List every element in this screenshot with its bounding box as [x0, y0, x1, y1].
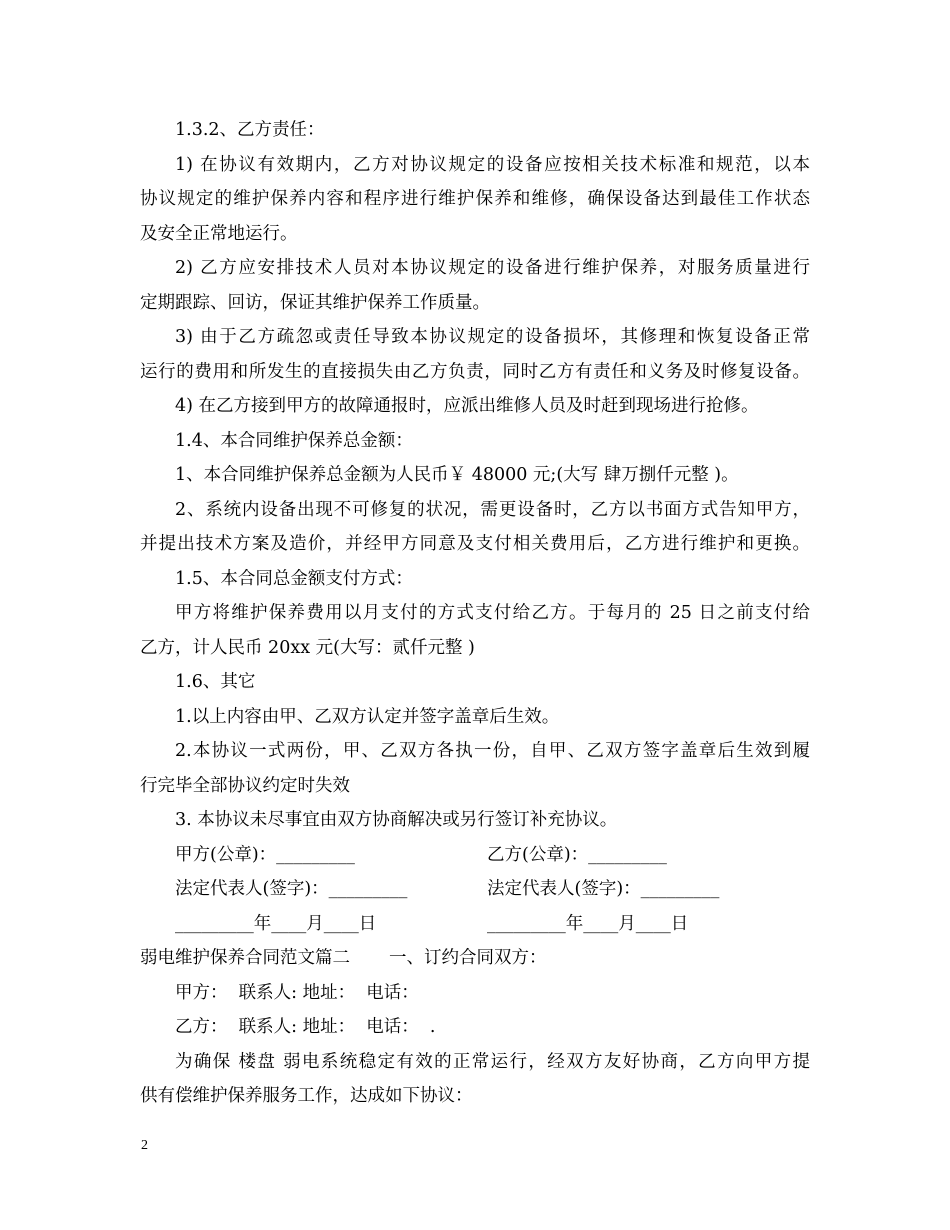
signature-date-row [140, 907, 810, 942]
paragraph-line: 3. 本协议未尽事宜由双方协商解决或另行签订补充协议。 [175, 810, 618, 830]
section-heading: 1.6、其它 [175, 672, 256, 692]
party-b-date-field: _________年____月____日 [487, 913, 689, 934]
signature-seal-row [140, 838, 810, 873]
section-heading: 1.5、本合同总金额支付方式： [175, 568, 413, 589]
paragraph-line: 定期跟踪、回访，保证其维护保养工作质量。 [140, 292, 490, 313]
paragraph-line: 4) 在乙方接到甲方的故障通报时，应派出维修人员及时赶到现场进行抢修。 [175, 396, 759, 416]
paragraph-line: 及安全正常地运行。 [140, 223, 298, 244]
paragraph-line: 为确保 楼盘 弱电系统稳定有效的正常运行，经双方友好协商，乙方向甲方提 [175, 1051, 810, 1072]
paragraph-line: 2) 乙方应安排技术人员对本协议规定的设备进行维护保养，对服务质量进行 [175, 258, 810, 278]
party-a-seal-field: 甲方(公章)：_________ [175, 844, 355, 865]
party-b-rep-field: 法定代表人(签字)：_________ [487, 879, 720, 899]
party-b-seal-field: 乙方(公章)：_________ [487, 844, 667, 865]
signature-rep-row [140, 872, 810, 907]
paragraph-line: 乙方，计人民币 20xx 元(大写：贰仟元整 ) [140, 637, 475, 658]
party-a-contact-line: 甲方： 联系人: 地址： 电话： [175, 982, 419, 1003]
paragraph-line: 供有偿维护保养服务工作，达成如下协议： [140, 1086, 473, 1106]
paragraph-line: 2.本协议一式两份，甲、乙双方各执一份，自甲、乙双方签字盖章后生效到履 [175, 741, 810, 761]
paragraph-line: 运行的费用和所发生的直接损失由乙方负责，同时乙方有责任和义务及时修复设备。 [140, 361, 810, 382]
paragraph-line: 甲方将维护保养费用以月支付的方式支付给乙方。于每月的 25 日之前支付给 [175, 603, 810, 623]
paragraph-line: 1) 在协议有效期内，乙方对协议规定的设备应按相关技术标准和规范，以本 [175, 154, 810, 175]
paragraph-line: 3) 由于乙方疏忽或责任导致本协议规定的设备损坏，其修理和恢复设备正常 [175, 327, 810, 347]
paragraph-line: 1.以上内容由甲、乙双方认定并签字盖章后生效。 [175, 706, 560, 727]
section-heading: 1.4、本合同维护保养总金额： [175, 430, 413, 451]
paragraph-line: 2、系统内设备出现不可修复的状况，需更设备时，乙方以书面方式告知甲方， [175, 499, 810, 520]
party-b-contact-line: 乙方： 联系人: 地址： 电话： . [175, 1017, 436, 1037]
party-a-rep-field: 法定代表人(签字)：_________ [175, 879, 408, 899]
paragraph-line: 行完毕全部协议约定时失效 [140, 775, 350, 796]
page-number: 2 [141, 1138, 148, 1153]
document-body [140, 113, 810, 1114]
paragraph-line: 1、本合同维护保养总金额为人民币￥ 48000 元;(大写 肆万捌仟元整 )。 [175, 465, 739, 485]
section-heading: 1.3.2、乙方责任： [175, 120, 325, 140]
paragraph-line: 并提出技术方案及造价，并经甲方同意及支付相关费用后，乙方进行维护和更换。 [140, 534, 810, 554]
party-a-date-field: _________年____月____日 [175, 913, 377, 934]
article-title: 弱电维护保养合同范文篇二 一、订约合同双方： [140, 948, 547, 968]
paragraph-line: 协议规定的维护保养内容和程序进行维护保养和维修，确保设备达到最佳工作状态 [140, 189, 810, 209]
